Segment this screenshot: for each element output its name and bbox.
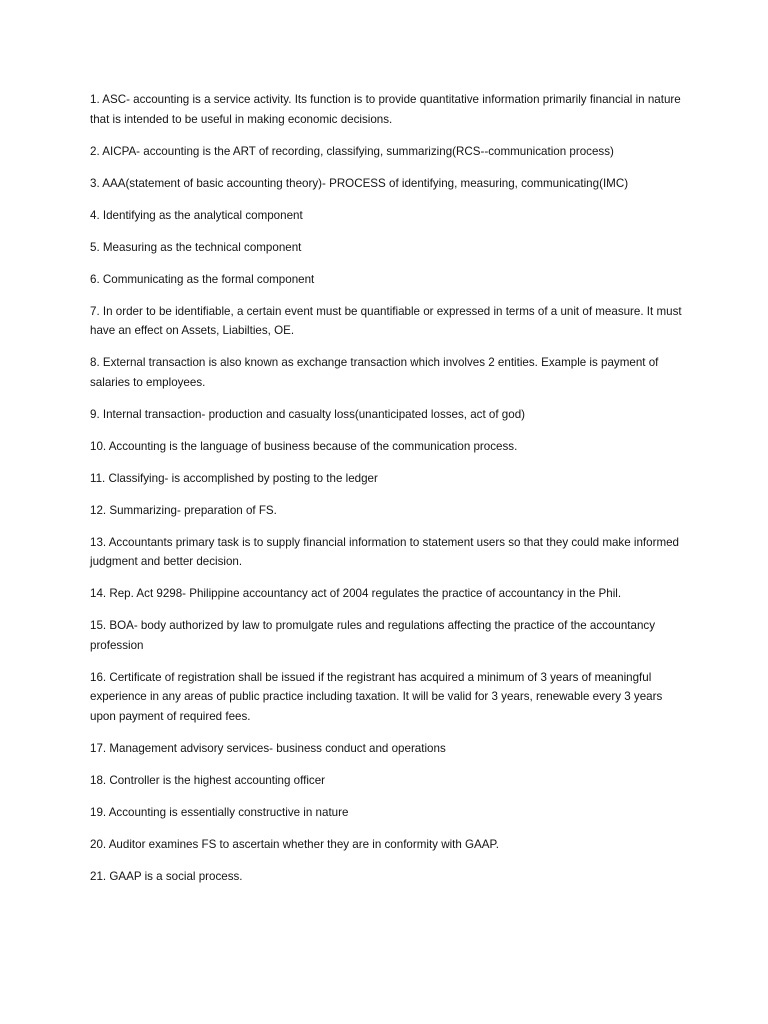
note-item-3: 3. AAA(statement of basic accounting theory)- PROCESS of identifying, measuring, communicating(IMC)	[90, 176, 629, 190]
note-item-6: 6. Communicating as the formal component	[90, 272, 315, 286]
note-item-21: 21. GAAP is a social process.	[90, 869, 243, 883]
note-item-9: 9. Internal transaction- production and casualty loss(unanticipated losses, act of god)	[90, 407, 526, 421]
note-item-11: 11. Classifying- is accomplished by posting to the ledger	[90, 471, 378, 485]
note-item-7: 7. In order to be identifiable, a certain event must be quantifiable or expressed in terms of a unit of measure. It must have an effect on Assets, Liabilties, OE.	[90, 304, 682, 337]
note-item-17: 17. Management advisory services- business conduct and operations	[90, 741, 446, 755]
note-item-4: 4. Identifying as the analytical component	[90, 208, 303, 222]
note-item-20: 20. Auditor examines FS to ascertain whether they are in conformity with GAAP.	[90, 837, 499, 851]
note-item-19: 19. Accounting is essentially constructive in nature	[90, 805, 349, 819]
note-item-15: 15. BOA- body authorized by law to promulgate rules and regulations affecting the practice of the accountancy profession	[90, 619, 655, 652]
note-item-2: 2. AICPA- accounting is the ART of recording, classifying, summarizing(RCS--communication process)	[90, 144, 614, 158]
note-item-16: 16. Certificate of registration shall be issued if the registrant has acquired a minimum of 3 years of meaningful experience in any areas of public practice including taxation. It will be valid for 3 years, renewable every 3 years upon payment of required fees.	[90, 670, 663, 723]
note-item-1: 1. ASC- accounting is a service activity. Its function is to provide quantitative information primarily financial in nature that is intended to be useful in making economic decisions.	[90, 93, 681, 126]
note-item-5: 5. Measuring as the technical component	[90, 240, 302, 254]
note-item-14: 14. Rep. Act 9298- Philippine accountancy act of 2004 regulates the practice of accountancy in the Phil.	[90, 587, 622, 600]
note-item-18: 18. Controller is the highest accounting officer	[90, 773, 326, 787]
note-item-8: 8. External transaction is also known as exchange transaction which involves 2 entities. Example is payment of salaries to employees.	[90, 356, 659, 389]
document-page	[90, 90, 682, 899]
note-item-10: 10. Accounting is the language of business because of the communication process.	[90, 439, 518, 453]
note-item-13: 13. Accountants primary task is to supply financial information to statement users so that they could make informed judgment and better decision.	[90, 535, 679, 568]
note-item-12: 12. Summarizing- preparation of FS.	[90, 503, 277, 517]
